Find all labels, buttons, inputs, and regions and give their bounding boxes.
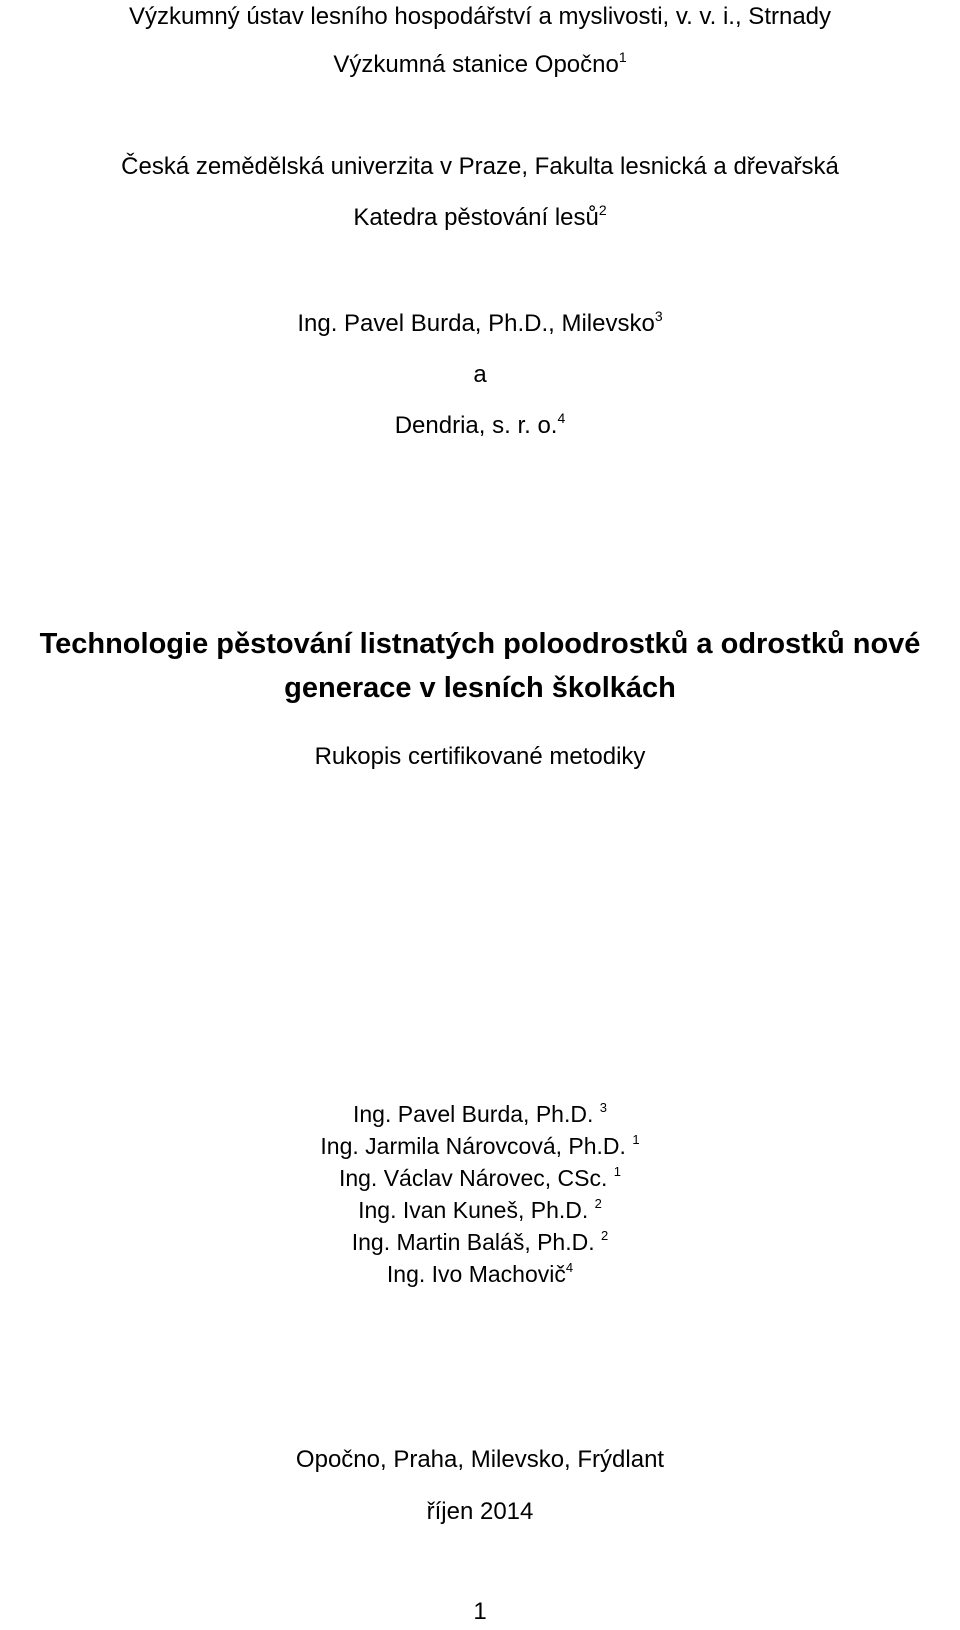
author-line: Ing. Pavel Burda, Ph.D. $^3$ bbox=[353, 1100, 607, 1127]
document-title-line-2: generace v lesních školkách bbox=[284, 672, 676, 704]
publication-place: Opočno, Praha, Milevsko, Frýdlant bbox=[295, 1446, 665, 1473]
document-subtitle: Rukopis certifikované metodiky bbox=[314, 743, 646, 770]
author-line: Ing. Jarmila Nárovcová, Ph.D. $^1$ bbox=[320, 1132, 640, 1159]
document-title-line-1: Technologie pěstování listnatých poloodrostků a odrostků nové bbox=[39, 628, 921, 660]
publication-date: říjen 2014 bbox=[426, 1498, 534, 1525]
institution-line: Česká zemědělská univerzita v Praze, Fakulta lesnická a dřevařská bbox=[121, 153, 839, 180]
institution-line: Výzkumná stanice Opočno$^1$ bbox=[333, 49, 627, 78]
author-line: Ing. Václav Nárovec, CSc. $^1$ bbox=[338, 1164, 622, 1191]
author-line: Ing. Martin Baláš, Ph.D. $^2$ bbox=[351, 1228, 609, 1255]
author-line: Ing. Ivo Machovič$^4$ bbox=[386, 1260, 574, 1287]
institution-line: Výzkumný ústav lesního hospodářství a myslivosti, v. v. i., Strnady bbox=[128, 3, 832, 30]
institution-line: Dendria, s. r. o.$^4$ bbox=[394, 410, 566, 439]
conjunction: a bbox=[473, 361, 487, 388]
author-line: Ing. Ivan Kuneš, Ph.D. $^2$ bbox=[358, 1196, 602, 1223]
page-number: 1 bbox=[473, 1598, 487, 1625]
institution-line: Katedra pěstování lesů$^2$ bbox=[353, 202, 607, 231]
institution-line: Ing. Pavel Burda, Ph.D., Milevsko$^3$ bbox=[297, 308, 663, 337]
